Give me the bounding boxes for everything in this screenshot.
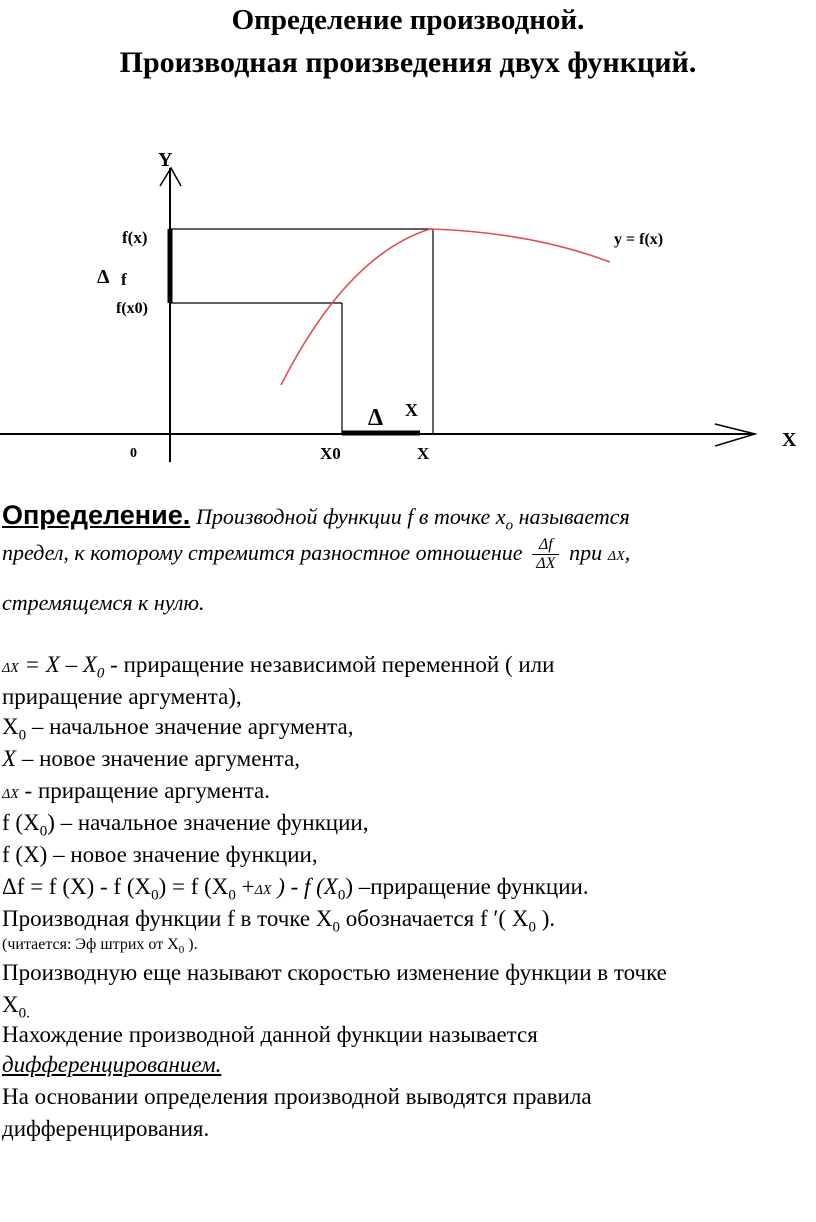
function-curve [281, 229, 610, 385]
l1-text: - приращение независимой переменной ( или [104, 652, 555, 677]
l6-a: f (X [2, 810, 40, 835]
l8-sub1: 0 [151, 887, 159, 904]
y-axis-label: Y [158, 149, 173, 171]
l4-a: X [2, 746, 17, 771]
definition-text-2: предел, к которому стремится разностное отношение [2, 539, 523, 565]
l9-sub2: 0 [528, 919, 536, 936]
l6-sub: 0 [39, 823, 48, 840]
body-line-8 [2, 874, 589, 905]
difference-ratio [532, 536, 559, 573]
l3-sub: 0 [18, 727, 27, 744]
page-title-line-2: Производная произведения двух функций. [119, 46, 697, 79]
l8-sub3: 0 [337, 887, 346, 904]
l6-b: ) – начальное значение функции, [47, 810, 369, 835]
ratio-numerator: Δf [532, 536, 559, 555]
body-line-11: Производную еще называют скоростью изменение функции в точке [2, 960, 667, 985]
origin-label: 0 [130, 446, 137, 461]
l1-delta-x: ΔX [2, 661, 19, 676]
x-label: X [417, 444, 430, 463]
body-line-15: На основании определения производной выводятся правила [2, 1084, 592, 1109]
x-axis-label: X [782, 429, 797, 451]
l5-delta-x: ΔX [2, 787, 19, 802]
definition-sub-o: o [505, 517, 514, 534]
l8-sub2: 0 [228, 887, 236, 904]
fx-label: f(x) [122, 228, 148, 247]
definition-text-1: Производной функции f в точке x [195, 504, 506, 529]
l8-a: Δf = f (X) - f (X [2, 874, 152, 899]
l3-b: – начальное значение аргумента, [26, 714, 354, 739]
l10-sub: 0 [178, 944, 185, 957]
definition-line-1 [2, 500, 630, 535]
definition-line-3 [2, 590, 205, 616]
body-line-10 [2, 936, 198, 956]
l8-d: ) - f (X [271, 874, 338, 899]
l3-a: X [2, 714, 19, 739]
l9-c: ). [535, 906, 556, 931]
body-line-3 [2, 714, 353, 745]
l4-b: – новое значение аргумента, [16, 746, 301, 771]
body-line-12 [2, 992, 30, 1023]
definition-delta-x: ΔX [607, 548, 625, 564]
page-title-line-1: Определение производной. [231, 4, 585, 36]
definition-heading: Определение. [2, 500, 191, 530]
derivative-graph [0, 140, 816, 480]
l5-b: - приращение аргумента. [18, 778, 270, 803]
body-line-1 [2, 652, 554, 683]
l12-sub: 0. [18, 1005, 30, 1022]
body-line-14: дифференцированием. [2, 1052, 222, 1077]
definition-text-1-end: называется [513, 504, 630, 529]
l9-b: обозначается f ′( X [340, 906, 529, 931]
l1-sub: 0 [96, 665, 105, 682]
body-line-4 [2, 746, 300, 772]
x0-label: X0 [320, 444, 341, 463]
body-line-16: дифференцирования. [2, 1116, 210, 1141]
l12-a: X [2, 992, 19, 1017]
definition-when: при [569, 539, 603, 565]
l10-b: ). [184, 936, 198, 953]
l9-sub: 0 [332, 919, 340, 936]
l10-a: (читается: Эф штрих от X [2, 936, 179, 953]
fx0-label: f(x0) [116, 300, 148, 317]
body-line-6 [2, 810, 368, 841]
l8-c: + [235, 874, 255, 899]
body-line-5 [2, 778, 270, 804]
ratio-denominator: ΔX [536, 555, 556, 572]
body-line-7: f (X) – новое значение функции, [2, 842, 318, 867]
definition-text-3: стремящемся к нулю. [2, 590, 205, 615]
l8-delta-x: ΔX [254, 883, 272, 898]
delta-f-label: f [121, 270, 127, 289]
body-line-9 [2, 906, 555, 937]
function-label: y = f(x) [614, 231, 664, 248]
definition-comma: , [624, 539, 631, 565]
body-line-13: Нахождение производной данной функции называется [2, 1022, 538, 1047]
body-line-2: приращение аргумента), [2, 684, 242, 709]
delta-x-triangle-icon: Δ [368, 405, 384, 431]
l1-formula: = X – X [18, 652, 97, 677]
l8-e: ) –приращение функции. [345, 874, 589, 899]
l9-a: Производная функции f в точке X [2, 906, 333, 931]
delta-x-label: X [405, 400, 418, 420]
definition-line-2 [2, 536, 630, 573]
delta-f-triangle-icon: Δ [97, 266, 110, 288]
l8-b: ) = f (X [158, 874, 229, 899]
